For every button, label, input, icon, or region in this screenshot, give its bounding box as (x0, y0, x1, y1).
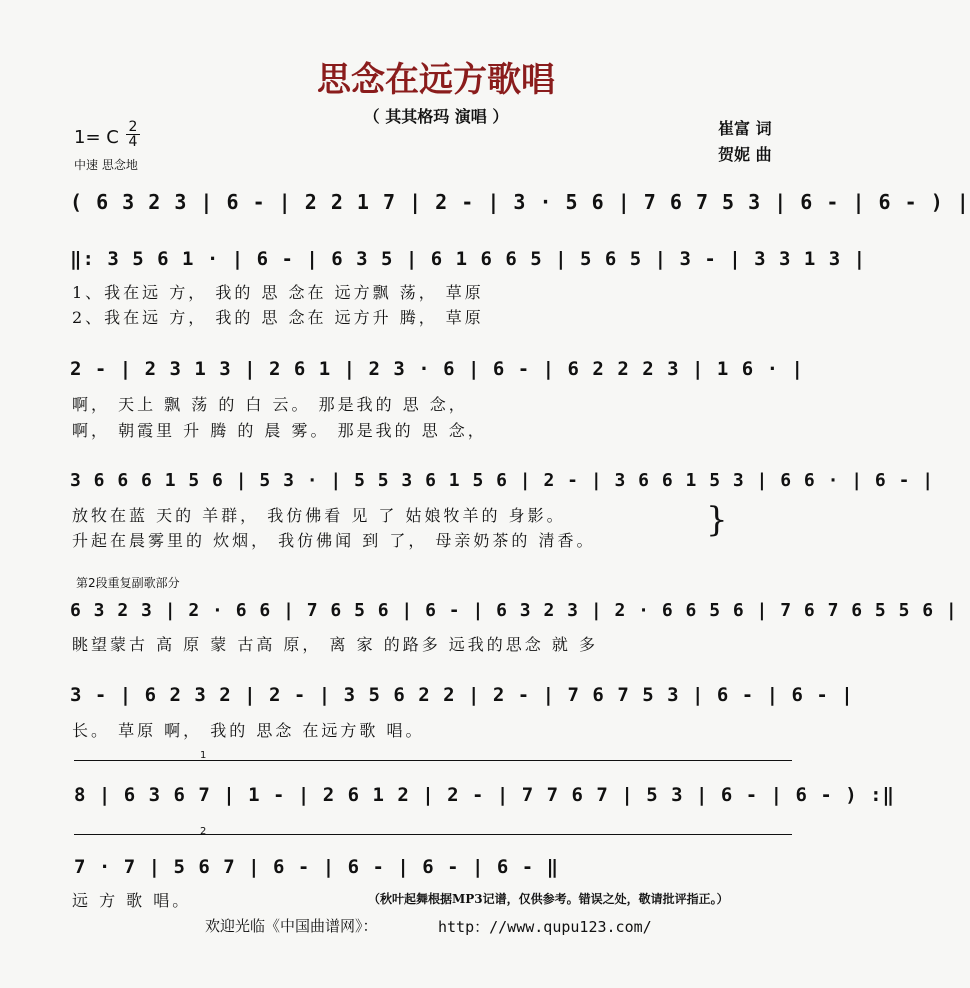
notation-row-8: 7 · 7 | 5 6 7 | 6 - | 6 - | 6 - | 6 - ‖ (74, 856, 560, 878)
volta-2-bracket (74, 834, 792, 835)
notation-row-3: 2 - | 2 3 1 3 | 2 6 1 | 2 3 · 6 | 6 - | 6 2 2 2 3 | 1 6 · | (70, 358, 804, 380)
repeat-label: 第2段重复副歌部分 (76, 576, 180, 590)
lyric-row-6: 长。 草原 啊， 我的 思念 在远方歌 唱。 (72, 721, 425, 740)
footer-url[interactable]: http：//www.qupu123.com/ (438, 918, 652, 936)
composer-credit: 贺妮 曲 (718, 145, 772, 164)
footer-welcome: 欢迎光临《中国曲谱网》： (205, 917, 378, 935)
notation-row-6: 3 - | 6 2 3 2 | 2 - | 3 5 6 2 2 | 2 - | 7 6 7 5 3 | 6 - | 6 - | (70, 684, 854, 706)
lyric-row-3-verse-2: 啊， 朝霞里 升 腾 的 晨 雾。 那是我的 思 念， (72, 421, 487, 440)
lyric-row-8: 远 方 歌 唱。 (72, 891, 192, 910)
lyric-row-4-verse-2: 升起在晨雾里的 炊烟， 我仿佛闻 到 了， 母亲奶茶的 清香。 (72, 531, 596, 550)
notation-row-1: ( 6 3 2 3 | 6 - | 2 2 1 7 | 2 - | 3 · 5 6 | 7 6 7 5 3 | 6 - | 6 - ) | (70, 190, 970, 214)
transcription-note: （秋叶起舞根据MP3记谱，仅供参考。错误之处，敬请批评指正。） (368, 892, 729, 906)
notation-row-2: ‖: 3 5 6 1 · | 6 - | 6 3 5 | 6 1 6 6 5 | 5 6 5 | 3 - | 3 3 1 3 | (70, 248, 867, 270)
volta-2-number: 2 (200, 826, 207, 837)
time-signature-bottom: 4 (126, 134, 140, 149)
notation-row-7: 8 | 6 3 6 7 | 1 - | 2 6 1 2 | 2 - | 7 7 6 7 | 5 3 | 6 - | 6 - ) :‖ (74, 784, 895, 806)
volta-1-bracket (74, 760, 792, 761)
key-signature: 1= C (74, 127, 119, 148)
time-signature (126, 120, 140, 149)
tempo-marking: 中速 思念地 (74, 158, 138, 172)
lyric-row-4-verse-1: 放牧在蓝 天的 羊群， 我仿佛看 见 了 姑娘牧羊的 身影。 (72, 506, 566, 525)
verse-brace: } (706, 500, 728, 540)
notation-row-4: 3 6 6 6 1 5 6 | 5 3 · | 5 5 3 6 1 5 6 | 2 - | 3 6 6 1 5 3 | 6 6 · | 6 - | (70, 470, 935, 491)
notation-row-5: 6 3 2 3 | 2 · 6 6 | 7 6 5 6 | 6 - | 6 3 2 3 | 2 · 6 6 5 6 | 7 6 7 6 5 5 6 | (70, 600, 958, 621)
lyricist-credit: 崔富 词 (718, 119, 772, 138)
lyric-row-3-verse-1: 啊， 天上 飘 荡 的 白 云。 那是我的 思 念， (72, 395, 468, 414)
lyric-row-2-verse-2: 2、我在远 方， 我的 思 念在 远方升 腾， 草原 (72, 308, 484, 327)
lyric-row-5: 眺望蒙古 高 原 蒙 古高 原， 离 家 的路多 远我的思念 就 多 (72, 635, 598, 654)
time-signature-top: 2 (128, 119, 138, 135)
performer-line: （ 其其格玛 演唱 ） (363, 107, 509, 126)
lyric-row-2-verse-1: 1、我在远 方， 我的 思 念在 远方飘 荡， 草原 (72, 283, 484, 302)
volta-1-number: 1 (200, 750, 207, 761)
song-title: 思念在远方歌唱 (317, 60, 555, 100)
